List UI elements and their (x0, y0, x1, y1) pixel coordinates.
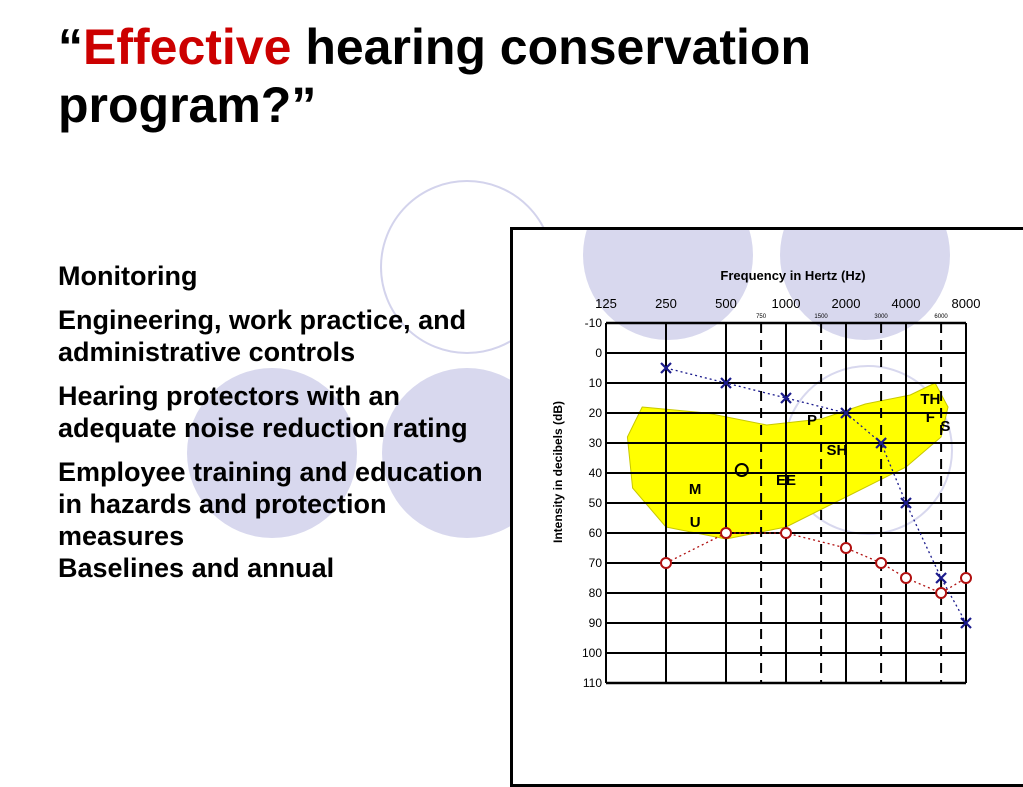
bullet-controls: Engineering, work practice, and administrative controls (58, 305, 467, 367)
y-tick-label: 100 (581, 646, 602, 660)
banana-label: TH (920, 391, 941, 408)
x-tick-label: 4000 (891, 296, 921, 311)
marker-o (781, 528, 791, 538)
y-tick-label: 60 (588, 526, 602, 540)
chart-ylabel: Intensity in decibels (dB) (551, 400, 565, 544)
title-rest: hearing conservation program?” (58, 19, 812, 133)
title-accent-word: Effective (83, 19, 292, 75)
y-tick-label: 20 (588, 406, 602, 420)
marker-o (961, 573, 971, 583)
x-inter-tick-label: 1500 (814, 314, 828, 320)
bullet-training: Employee training and education in hazards and protection measures (58, 457, 483, 551)
x-tick-label: 1000 (771, 296, 801, 311)
bullet-baselines: Baselines and annual (58, 553, 335, 583)
banana-label: M (688, 481, 702, 498)
bullet-protectors: Hearing protectors with an adequate noise reduction rating (58, 381, 468, 443)
banana-label: P (806, 412, 817, 429)
audiogram-svg (513, 230, 1023, 787)
y-tick-label: 70 (588, 556, 602, 570)
x-tick-label: 500 (715, 296, 737, 311)
marker-o (876, 558, 886, 568)
chart-title: Frequency in Hertz (Hz) (720, 268, 866, 283)
x-inter-tick-label: 750 (756, 314, 767, 320)
marker-o (901, 573, 911, 583)
y-tick-label: 80 (588, 586, 602, 600)
marker-o (936, 588, 946, 598)
marker-o (841, 543, 851, 553)
x-inter-tick-label: 3000 (874, 314, 888, 320)
banana-label: SH (826, 442, 848, 459)
bullet-monitoring: Monitoring (58, 261, 198, 291)
y-tick-label: -10 (584, 316, 602, 330)
y-tick-label: 90 (588, 616, 602, 630)
x-tick-label: 125 (595, 296, 617, 311)
y-tick-label: 110 (582, 676, 602, 690)
bullet-list (58, 260, 498, 596)
x-tick-label: 250 (655, 296, 677, 311)
speech-banana (627, 383, 951, 539)
x-tick-label: 8000 (951, 296, 981, 311)
y-tick-label: 0 (595, 346, 602, 360)
banana-label: F (925, 409, 935, 426)
marker-o (661, 558, 671, 568)
banana-label: U (689, 514, 701, 531)
y-tick-label: 40 (588, 466, 602, 480)
y-tick-label: 30 (588, 436, 602, 450)
x-inter-tick-label: 6000 (934, 314, 948, 320)
x-tick-label: 2000 (831, 296, 861, 311)
y-tick-label: 10 (588, 376, 602, 390)
audiogram-chart (510, 227, 1023, 787)
y-tick-label: 50 (588, 496, 602, 510)
slide-title (58, 18, 998, 134)
banana-label: EE (775, 472, 797, 489)
marker-o (721, 528, 731, 538)
title-open-quote: “ (58, 19, 83, 75)
banana-label: S (940, 418, 951, 435)
